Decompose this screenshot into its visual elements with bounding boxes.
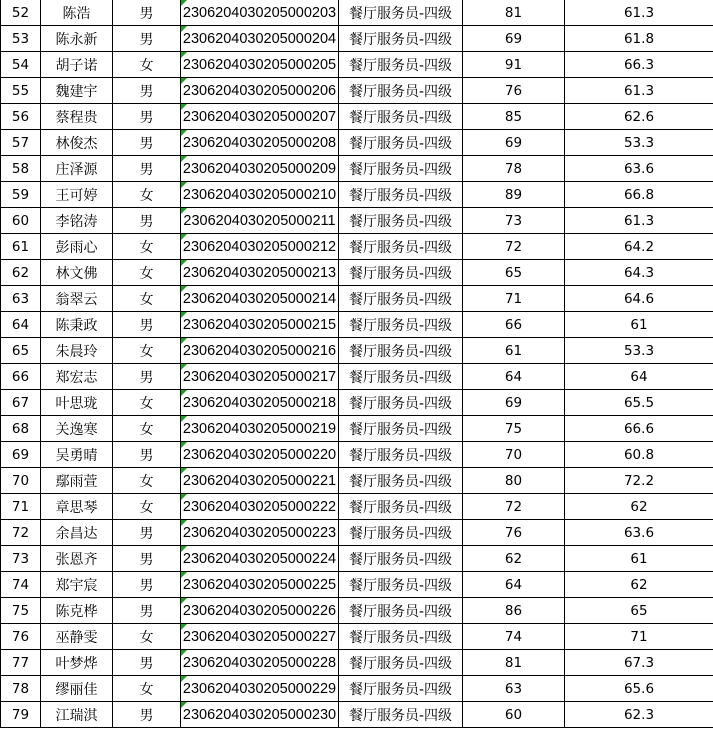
table-row (1, 208, 713, 234)
theory-score-cell[interactable]: 73 (463, 208, 565, 234)
certificate-id-cell[interactable]: 2306204030205000224 (181, 546, 339, 572)
gender-cell[interactable]: 男 (113, 104, 181, 130)
name-cell[interactable]: 庄泽源 (41, 156, 113, 182)
occupation-level-cell[interactable]: 餐厅服务员-四级 (339, 494, 463, 520)
row-number-cell[interactable]: 58 (1, 156, 41, 182)
certificate-id-cell[interactable]: 2306204030205000213 (181, 260, 339, 286)
theory-score-cell[interactable]: 61 (463, 338, 565, 364)
gender-cell[interactable]: 女 (113, 260, 181, 286)
name-cell[interactable]: 翁翠云 (41, 286, 113, 312)
gender-cell[interactable]: 男 (113, 26, 181, 52)
occupation-level-cell[interactable]: 餐厅服务员-四级 (339, 598, 463, 624)
name-cell[interactable]: 胡子诺 (41, 52, 113, 78)
theory-score-cell[interactable]: 85 (463, 104, 565, 130)
gender-cell[interactable]: 男 (113, 364, 181, 390)
occupation-level-cell[interactable]: 餐厅服务员-四级 (339, 520, 463, 546)
name-cell[interactable]: 叶思珑 (41, 390, 113, 416)
row-number-cell[interactable]: 66 (1, 364, 41, 390)
row-number-cell[interactable]: 61 (1, 234, 41, 260)
theory-score-cell[interactable]: 75 (463, 416, 565, 442)
row-number-cell[interactable]: 68 (1, 416, 41, 442)
occupation-level-cell[interactable]: 餐厅服务员-四级 (339, 26, 463, 52)
gender-cell[interactable]: 女 (113, 182, 181, 208)
practical-score-cell[interactable]: 71 (565, 624, 713, 650)
table-row (1, 624, 713, 650)
row-number-cell[interactable]: 63 (1, 286, 41, 312)
certificate-id-cell[interactable]: 2306204030205000217 (181, 364, 339, 390)
practical-score-cell[interactable]: 63.6 (565, 156, 713, 182)
gender-cell[interactable]: 女 (113, 494, 181, 520)
row-number-cell[interactable]: 55 (1, 78, 41, 104)
gender-cell[interactable]: 女 (113, 234, 181, 260)
practical-score-cell[interactable]: 66.3 (565, 52, 713, 78)
practical-score-cell[interactable]: 72.2 (565, 468, 713, 494)
name-cell[interactable]: 郑宏志 (41, 364, 113, 390)
gender-cell[interactable]: 男 (113, 650, 181, 676)
row-number-cell[interactable]: 65 (1, 338, 41, 364)
gender-cell[interactable]: 男 (113, 572, 181, 598)
row-number-cell[interactable]: 54 (1, 52, 41, 78)
occupation-level-cell[interactable]: 餐厅服务员-四级 (339, 702, 463, 728)
name-cell[interactable]: 张恩齐 (41, 546, 113, 572)
theory-score-cell[interactable]: 66 (463, 312, 565, 338)
row-number-cell[interactable]: 74 (1, 572, 41, 598)
name-cell[interactable]: 叶梦烨 (41, 650, 113, 676)
table-body (1, 0, 713, 728)
row-number-cell[interactable]: 71 (1, 494, 41, 520)
practical-score-cell[interactable]: 61 (565, 312, 713, 338)
practical-score-cell[interactable]: 65.6 (565, 676, 713, 702)
theory-score-cell[interactable]: 86 (463, 598, 565, 624)
row-number-cell[interactable]: 67 (1, 390, 41, 416)
certificate-id-cell[interactable]: 2306204030205000226 (181, 598, 339, 624)
theory-score-cell[interactable]: 78 (463, 156, 565, 182)
certificate-id-cell[interactable]: 2306204030205000216 (181, 338, 339, 364)
occupation-level-cell[interactable]: 餐厅服务员-四级 (339, 338, 463, 364)
theory-score-cell[interactable]: 89 (463, 182, 565, 208)
occupation-level-cell[interactable]: 餐厅服务员-四级 (339, 364, 463, 390)
gender-cell[interactable]: 女 (113, 468, 181, 494)
theory-score-cell[interactable]: 69 (463, 26, 565, 52)
occupation-level-cell[interactable]: 餐厅服务员-四级 (339, 208, 463, 234)
table-row (1, 416, 713, 442)
row-number-cell[interactable]: 76 (1, 624, 41, 650)
row-number-cell[interactable]: 52 (1, 0, 41, 26)
row-number-cell[interactable]: 70 (1, 468, 41, 494)
certificate-id-cell[interactable]: 2306204030205000222 (181, 494, 339, 520)
name-cell[interactable]: 余昌达 (41, 520, 113, 546)
certificate-id-cell[interactable]: 2306204030205000225 (181, 572, 339, 598)
practical-score-cell[interactable]: 61.3 (565, 0, 713, 26)
theory-score-cell[interactable]: 70 (463, 442, 565, 468)
certificate-id-cell[interactable]: 2306204030205000219 (181, 416, 339, 442)
theory-score-cell[interactable]: 71 (463, 286, 565, 312)
certificate-id-cell[interactable]: 2306204030205000223 (181, 520, 339, 546)
name-cell[interactable]: 林俊杰 (41, 130, 113, 156)
name-cell[interactable]: 章思琴 (41, 494, 113, 520)
certificate-id-cell[interactable]: 2306204030205000206 (181, 78, 339, 104)
table-row (1, 130, 713, 156)
gender-cell[interactable]: 男 (113, 0, 181, 26)
table-row (1, 52, 713, 78)
table-row (1, 234, 713, 260)
name-cell[interactable]: 鄢雨萱 (41, 468, 113, 494)
table-row (1, 390, 713, 416)
certificate-id-cell[interactable]: 2306204030205000210 (181, 182, 339, 208)
table-row (1, 494, 713, 520)
certificate-id-cell[interactable]: 2306204030205000227 (181, 624, 339, 650)
occupation-level-cell[interactable]: 餐厅服务员-四级 (339, 234, 463, 260)
table-row (1, 468, 713, 494)
row-number-cell[interactable]: 57 (1, 130, 41, 156)
certificate-id-cell[interactable]: 2306204030205000205 (181, 52, 339, 78)
theory-score-cell[interactable]: 65 (463, 260, 565, 286)
name-cell[interactable]: 蔡程贵 (41, 104, 113, 130)
practical-score-cell[interactable]: 66.6 (565, 416, 713, 442)
gender-cell[interactable]: 男 (113, 156, 181, 182)
table-row (1, 364, 713, 390)
occupation-level-cell[interactable]: 餐厅服务员-四级 (339, 156, 463, 182)
practical-score-cell[interactable]: 60.8 (565, 442, 713, 468)
occupation-level-cell[interactable]: 餐厅服务员-四级 (339, 624, 463, 650)
table-row (1, 104, 713, 130)
theory-score-cell[interactable]: 69 (463, 130, 565, 156)
theory-score-cell[interactable]: 60 (463, 702, 565, 728)
theory-score-cell[interactable]: 91 (463, 52, 565, 78)
table-row (1, 546, 713, 572)
certificate-id-cell[interactable]: 2306204030205000203 (181, 0, 339, 26)
name-cell[interactable]: 陈浩 (41, 0, 113, 26)
practical-score-cell[interactable]: 65.5 (565, 390, 713, 416)
row-number-cell[interactable]: 53 (1, 26, 41, 52)
theory-score-cell[interactable]: 62 (463, 546, 565, 572)
certificate-id-cell[interactable]: 2306204030205000221 (181, 468, 339, 494)
table-row (1, 0, 713, 26)
occupation-level-cell[interactable]: 餐厅服务员-四级 (339, 286, 463, 312)
practical-score-cell[interactable]: 61.3 (565, 78, 713, 104)
theory-score-cell[interactable]: 72 (463, 234, 565, 260)
theory-score-cell[interactable]: 69 (463, 390, 565, 416)
certificate-id-cell[interactable]: 2306204030205000218 (181, 390, 339, 416)
gender-cell[interactable]: 女 (113, 416, 181, 442)
row-number-cell[interactable]: 56 (1, 104, 41, 130)
gender-cell[interactable]: 女 (113, 52, 181, 78)
name-cell[interactable]: 陈克桦 (41, 598, 113, 624)
table-row (1, 338, 713, 364)
table-row (1, 156, 713, 182)
certificate-id-cell[interactable]: 2306204030205000220 (181, 442, 339, 468)
gender-cell[interactable]: 女 (113, 338, 181, 364)
theory-score-cell[interactable]: 81 (463, 650, 565, 676)
name-cell[interactable]: 巫静雯 (41, 624, 113, 650)
certificate-id-cell[interactable]: 2306204030205000215 (181, 312, 339, 338)
occupation-level-cell[interactable]: 餐厅服务员-四级 (339, 468, 463, 494)
practical-score-cell[interactable]: 53.3 (565, 338, 713, 364)
name-cell[interactable]: 王可婷 (41, 182, 113, 208)
row-number-cell[interactable]: 78 (1, 676, 41, 702)
row-number-cell[interactable]: 77 (1, 650, 41, 676)
theory-score-cell[interactable]: 74 (463, 624, 565, 650)
occupation-level-cell[interactable]: 餐厅服务员-四级 (339, 416, 463, 442)
theory-score-cell[interactable]: 81 (463, 0, 565, 26)
occupation-level-cell[interactable]: 餐厅服务员-四级 (339, 390, 463, 416)
theory-score-cell[interactable]: 76 (463, 520, 565, 546)
name-cell[interactable]: 林文佛 (41, 260, 113, 286)
occupation-level-cell[interactable]: 餐厅服务员-四级 (339, 676, 463, 702)
theory-score-cell[interactable]: 80 (463, 468, 565, 494)
practical-score-cell[interactable]: 64.6 (565, 286, 713, 312)
row-number-cell[interactable]: 69 (1, 442, 41, 468)
practical-score-cell[interactable]: 66.8 (565, 182, 713, 208)
row-number-cell[interactable]: 64 (1, 312, 41, 338)
practical-score-cell[interactable]: 62 (565, 494, 713, 520)
practical-score-cell[interactable]: 64 (565, 364, 713, 390)
gender-cell[interactable]: 男 (113, 208, 181, 234)
practical-score-cell[interactable]: 64.3 (565, 260, 713, 286)
occupation-level-cell[interactable]: 餐厅服务员-四级 (339, 572, 463, 598)
gender-cell[interactable]: 男 (113, 546, 181, 572)
practical-score-cell[interactable]: 65 (565, 598, 713, 624)
gender-cell[interactable]: 男 (113, 598, 181, 624)
practical-score-cell[interactable]: 67.3 (565, 650, 713, 676)
practical-score-cell[interactable]: 61 (565, 546, 713, 572)
name-cell[interactable]: 彭雨心 (41, 234, 113, 260)
table-row (1, 312, 713, 338)
practical-score-cell[interactable]: 62.6 (565, 104, 713, 130)
gender-cell[interactable]: 女 (113, 390, 181, 416)
gender-cell[interactable]: 女 (113, 676, 181, 702)
row-number-cell[interactable]: 72 (1, 520, 41, 546)
theory-score-cell[interactable]: 64 (463, 364, 565, 390)
practical-score-cell[interactable]: 61.3 (565, 208, 713, 234)
gender-cell[interactable]: 女 (113, 286, 181, 312)
table-row (1, 702, 713, 728)
name-cell[interactable]: 朱晨玲 (41, 338, 113, 364)
name-cell[interactable]: 陈秉政 (41, 312, 113, 338)
certificate-id-cell[interactable]: 2306204030205000230 (181, 702, 339, 728)
occupation-level-cell[interactable]: 餐厅服务员-四级 (339, 0, 463, 26)
table-row (1, 598, 713, 624)
occupation-level-cell[interactable]: 餐厅服务员-四级 (339, 546, 463, 572)
theory-score-cell[interactable]: 72 (463, 494, 565, 520)
name-cell[interactable]: 缪丽佳 (41, 676, 113, 702)
name-cell[interactable]: 魏建宇 (41, 78, 113, 104)
certificate-id-cell[interactable]: 2306204030205000204 (181, 26, 339, 52)
name-cell[interactable]: 陈永新 (41, 26, 113, 52)
certificate-id-cell[interactable]: 2306204030205000212 (181, 234, 339, 260)
name-cell[interactable]: 郑宇宸 (41, 572, 113, 598)
table-row (1, 78, 713, 104)
occupation-level-cell[interactable]: 餐厅服务员-四级 (339, 130, 463, 156)
certificate-id-cell[interactable]: 2306204030205000207 (181, 104, 339, 130)
certificate-id-cell[interactable]: 2306204030205000229 (181, 676, 339, 702)
occupation-level-cell[interactable]: 餐厅服务员-四级 (339, 650, 463, 676)
practical-score-cell[interactable]: 63.6 (565, 520, 713, 546)
gender-cell[interactable]: 男 (113, 520, 181, 546)
row-number-cell[interactable]: 60 (1, 208, 41, 234)
row-number-cell[interactable]: 79 (1, 702, 41, 728)
name-cell[interactable]: 关逸寒 (41, 416, 113, 442)
gender-cell[interactable]: 男 (113, 312, 181, 338)
gender-cell[interactable]: 女 (113, 624, 181, 650)
name-cell[interactable]: 吴勇晴 (41, 442, 113, 468)
name-cell[interactable]: 李铭涛 (41, 208, 113, 234)
table-row (1, 520, 713, 546)
practical-score-cell[interactable]: 61.8 (565, 26, 713, 52)
practical-score-cell[interactable]: 62.3 (565, 702, 713, 728)
practical-score-cell[interactable]: 62 (565, 572, 713, 598)
table-row (1, 26, 713, 52)
theory-score-cell[interactable]: 64 (463, 572, 565, 598)
row-number-cell[interactable]: 62 (1, 260, 41, 286)
table-row (1, 650, 713, 676)
theory-score-cell[interactable]: 76 (463, 78, 565, 104)
certificate-id-cell[interactable]: 2306204030205000228 (181, 650, 339, 676)
theory-score-cell[interactable]: 63 (463, 676, 565, 702)
row-number-cell[interactable]: 75 (1, 598, 41, 624)
table-row (1, 182, 713, 208)
gender-cell[interactable]: 男 (113, 78, 181, 104)
occupation-level-cell[interactable]: 餐厅服务员-四级 (339, 182, 463, 208)
gender-cell[interactable]: 男 (113, 130, 181, 156)
table-row (1, 676, 713, 702)
certificate-id-cell[interactable]: 2306204030205000208 (181, 130, 339, 156)
certificate-id-cell[interactable]: 2306204030205000209 (181, 156, 339, 182)
table-row (1, 442, 713, 468)
certificate-id-cell[interactable]: 2306204030205000211 (181, 208, 339, 234)
row-number-cell[interactable]: 73 (1, 546, 41, 572)
occupation-level-cell[interactable]: 餐厅服务员-四级 (339, 52, 463, 78)
practical-score-cell[interactable]: 64.2 (565, 234, 713, 260)
practical-score-cell[interactable]: 53.3 (565, 130, 713, 156)
name-cell[interactable]: 江瑞淇 (41, 702, 113, 728)
certificate-id-cell[interactable]: 2306204030205000214 (181, 286, 339, 312)
occupation-level-cell[interactable]: 餐厅服务员-四级 (339, 442, 463, 468)
occupation-level-cell[interactable]: 餐厅服务员-四级 (339, 260, 463, 286)
occupation-level-cell[interactable]: 餐厅服务员-四级 (339, 78, 463, 104)
table-row (1, 260, 713, 286)
row-number-cell[interactable]: 59 (1, 182, 41, 208)
gender-cell[interactable]: 男 (113, 702, 181, 728)
table-row (1, 286, 713, 312)
occupation-level-cell[interactable]: 餐厅服务员-四级 (339, 312, 463, 338)
occupation-level-cell[interactable]: 餐厅服务员-四级 (339, 104, 463, 130)
gender-cell[interactable]: 男 (113, 442, 181, 468)
table-row (1, 572, 713, 598)
